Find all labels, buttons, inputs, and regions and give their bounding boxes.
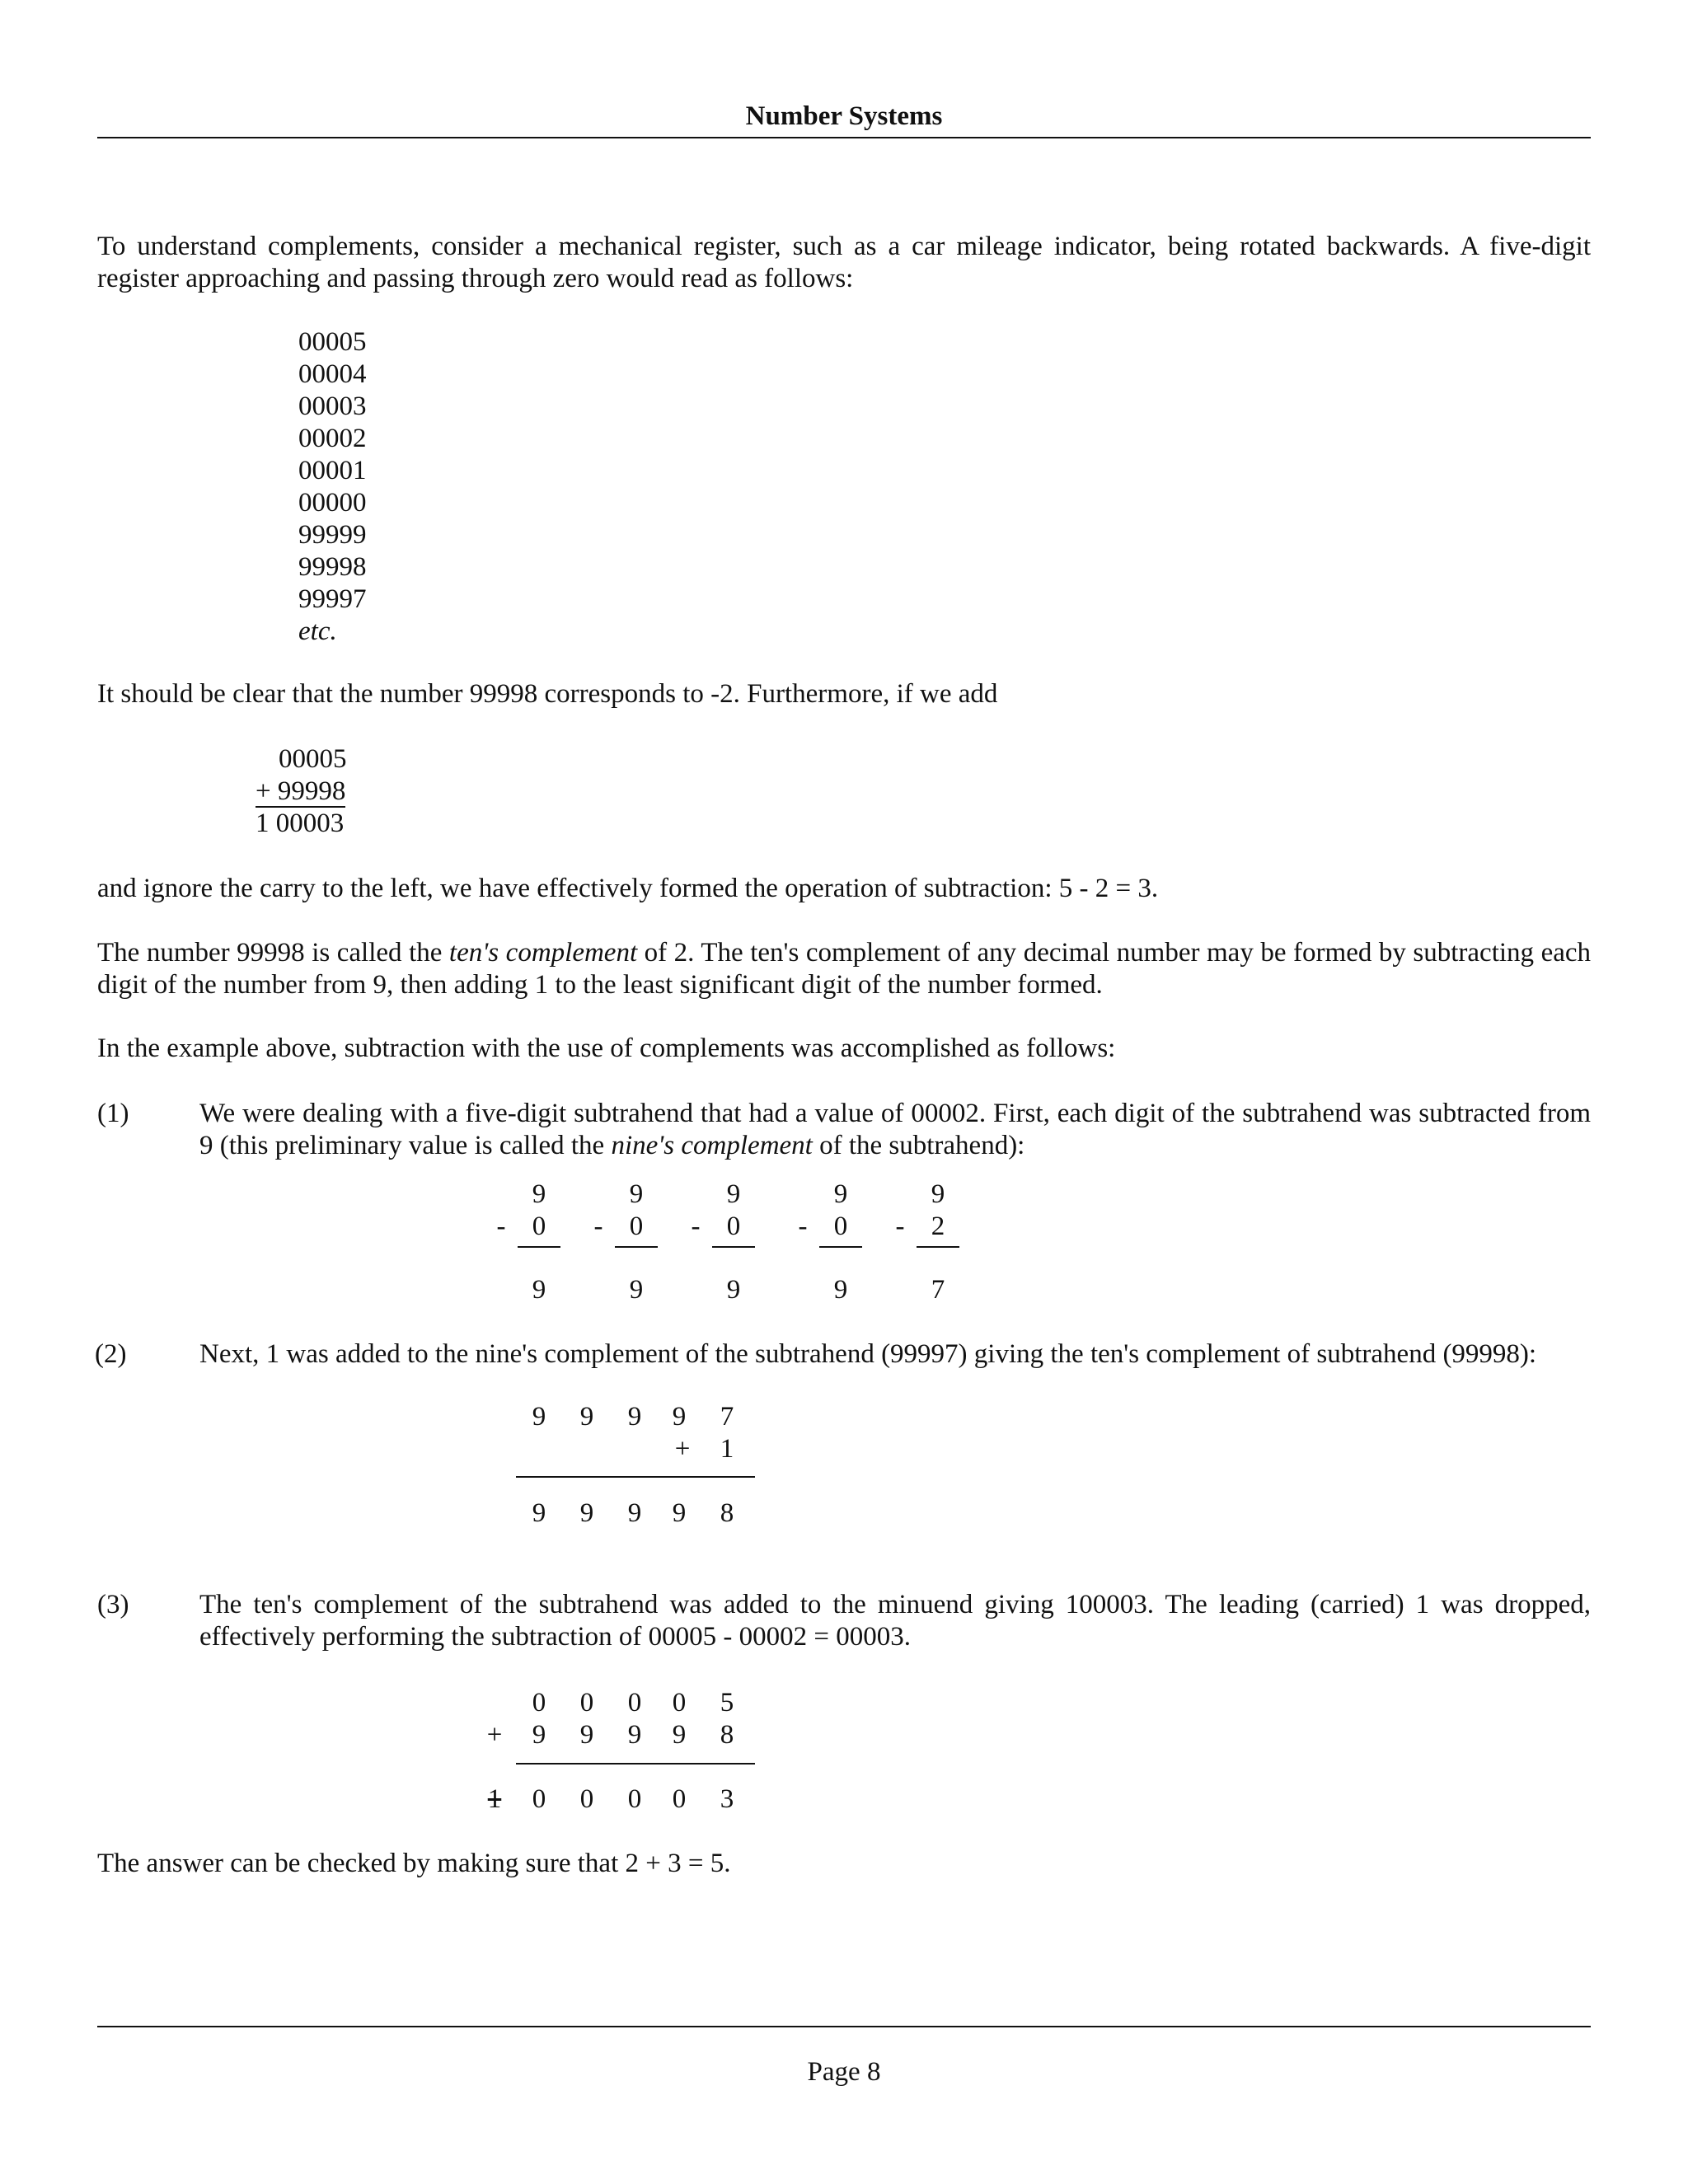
minuend-digit: 0	[672, 1688, 687, 1718]
tens-top-digit: 9	[579, 1402, 594, 1432]
example-paragraph: In the example above, subtraction with the use of complements was accomplished as follows:	[97, 1033, 1116, 1063]
tens-text-after: of 2. The ten's complement of any decimal number may be formed by subtracting each digit of the number from 9, then adding 1 to the least significant digit of the number formed.	[97, 938, 1592, 1000]
nines-top-digit: 9	[931, 1179, 945, 1209]
final-result-digit: 0	[579, 1784, 594, 1814]
nines-sub-digit: 2	[931, 1212, 945, 1241]
step-1-number: (1)	[97, 1099, 129, 1128]
tens-result-digit: 9	[532, 1498, 546, 1528]
addition-example	[256, 743, 347, 840]
nines-sub-digit: 0	[629, 1212, 644, 1241]
nines-complement-term: nine's complement	[611, 1131, 813, 1160]
tens-complement-term: ten's complement	[448, 938, 638, 968]
tens-top-digit: 9	[532, 1402, 546, 1432]
addition-line-2: + 99998	[256, 776, 346, 806]
nines-result-digit: 9	[629, 1275, 644, 1305]
register-value: 00005	[298, 327, 367, 357]
minus-sign: -	[895, 1212, 905, 1241]
final-result-digit: 3	[720, 1784, 734, 1814]
step-1-text-before: We were dealing with a five-digit subtrahend that had a value of 00002. First, each digit of the subtrahend was subtracted from 9 (this preliminary value is called the	[199, 1099, 1591, 1160]
minuend-digit: 5	[720, 1688, 734, 1718]
page-header-title: Number Systems	[745, 101, 943, 131]
header-rule	[97, 137, 1591, 138]
step-2-number: (2)	[95, 1339, 127, 1369]
ignore-carry-paragraph: and ignore the carry to the left, we have effectively formed the operation of subtraction: 5 - 2 = 3.	[97, 874, 1159, 903]
nines-top-digit: 9	[726, 1179, 741, 1209]
tens-top-digit: 9	[627, 1402, 642, 1432]
nines-underline	[518, 1246, 560, 1248]
tens-complement-paragraph	[97, 937, 1591, 1001]
minus-sign: -	[496, 1212, 506, 1241]
nines-underline	[712, 1246, 755, 1248]
register-value: 00003	[298, 391, 367, 421]
register-value: 99997	[298, 584, 367, 614]
tens-result-digit: 9	[579, 1498, 594, 1528]
tens-result-digit: 9	[672, 1498, 687, 1528]
nines-underline	[819, 1246, 862, 1248]
clear-paragraph: It should be clear that the number 99998 corresponds to -2. Furthermore, if we add	[97, 679, 998, 709]
dropped-carry-digit: 1	[487, 1784, 502, 1814]
minuend-digit: 0	[627, 1688, 642, 1718]
addend-digit: 1	[720, 1434, 734, 1464]
nines-underline	[615, 1246, 658, 1248]
nines-sub-digit: 0	[532, 1212, 546, 1241]
minuend-digit: 0	[532, 1688, 546, 1718]
intro-paragraph: To understand complements, consider a mechanical register, such as a car mileage indicator, being rotated backwards. A five-digit register approaching and passing through zero would read as follows:	[97, 232, 1591, 293]
addition-line-1: 00005	[279, 744, 347, 774]
register-etc: etc.	[298, 616, 337, 646]
register-value: 00001	[298, 456, 367, 485]
tens-top-digit: 9	[672, 1402, 687, 1432]
minus-sign: -	[798, 1212, 808, 1241]
plus-sign: +	[486, 1720, 503, 1750]
nines-result-digit: 9	[726, 1275, 741, 1305]
plus-sign: +	[674, 1434, 691, 1464]
nines-sub-digit: 0	[726, 1212, 741, 1241]
addition-result: 1 00003	[256, 808, 345, 838]
nines-top-digit: 9	[833, 1179, 848, 1209]
tens-text-before: The number 99998 is called the	[97, 938, 449, 968]
register-value: 00000	[298, 488, 367, 518]
complement-digit: 9	[532, 1720, 546, 1750]
register-value: 99999	[298, 520, 367, 550]
register-value: 00002	[298, 424, 367, 453]
final-result-digit: 0	[627, 1784, 642, 1814]
complement-digit: 9	[627, 1720, 642, 1750]
final-result-digit: 0	[532, 1784, 546, 1814]
complement-digit: 9	[579, 1720, 594, 1750]
step-3-number: (3)	[97, 1590, 129, 1619]
step-1-text	[199, 1098, 1591, 1162]
register-value: 00004	[298, 359, 367, 389]
minus-sign: -	[691, 1212, 701, 1241]
register-value: 99998	[298, 552, 367, 582]
final-sum-line	[516, 1763, 755, 1765]
footer-rule	[97, 2026, 1591, 2027]
page-number: Page 8	[807, 2057, 881, 2087]
tens-top-digit: 7	[720, 1402, 734, 1432]
minus-sign: -	[593, 1212, 603, 1241]
minuend-digit: 0	[579, 1688, 594, 1718]
step-2-text: Next, 1 was added to the nine's complement of the subtrahend (99997) giving the ten's complement of subtrahend (99998):	[199, 1339, 1537, 1369]
tens-sum-line	[516, 1476, 755, 1478]
nines-top-digit: 9	[532, 1179, 546, 1209]
check-paragraph: The answer can be checked by making sure that 2 + 3 = 5.	[97, 1849, 731, 1878]
complement-digit: 9	[672, 1720, 687, 1750]
nines-result-digit: 9	[833, 1275, 848, 1305]
tens-result-digit: 8	[720, 1498, 734, 1528]
nines-top-digit: 9	[629, 1179, 644, 1209]
step-3-text: The ten's complement of the subtrahend was added to the minuend giving 100003. The leading (carried) 1 was dropped, effectively performing the subtraction of 00005 - 00002 = 00003.	[199, 1590, 1591, 1652]
nines-result-digit: 9	[532, 1275, 546, 1305]
final-result-digit: 0	[672, 1784, 687, 1814]
complement-digit: 8	[720, 1720, 734, 1750]
nines-sub-digit: 0	[833, 1212, 848, 1241]
register-sequence	[298, 326, 367, 648]
step-1-text-after: of the subtrahend):	[812, 1131, 1025, 1160]
tens-result-digit: 9	[627, 1498, 642, 1528]
nines-underline	[917, 1246, 959, 1248]
nines-result-digit: 7	[931, 1275, 945, 1305]
